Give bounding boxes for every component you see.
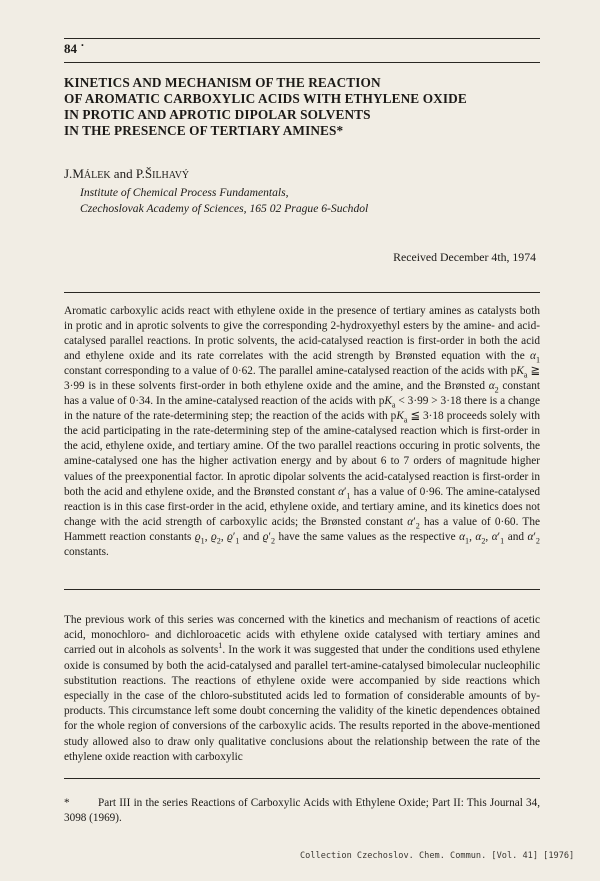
subscript: 2 xyxy=(216,535,221,545)
abstract-paragraph xyxy=(64,304,540,560)
subscript: 2 xyxy=(481,535,486,545)
subscript: a xyxy=(403,415,408,425)
symbol-alpha: α xyxy=(488,380,495,393)
author-2-surname-rest: ILHAVÝ xyxy=(152,170,190,181)
abstract-text: and xyxy=(239,530,263,543)
symbol-prime: ′ xyxy=(533,530,536,543)
subscript: 2 xyxy=(270,535,275,545)
abstract-text: ≦ 3·18 proceeds solely with the acid participating in the rate-determining step of the amine-catalysed reaction which is first-order in the acid, ethylene oxide, and tertiary amine. Of the two parallel reactions occuring in protic solvents, the amine-catalysed one has the higher activation energy and by about 6 to 7 orders of magnitude higher values of the preexponential factor. In aprotic dipolar solvents the acid-catalysed reaction is first-order in both the acid and ethylene oxide, and the Brønsted constant xyxy=(64,410,540,498)
journal-footer: Collection Czechoslov. Chem. Commun. [Vol. 41] [1976] xyxy=(300,851,575,861)
symbol-alpha: α xyxy=(527,530,534,543)
abstract-bottom-rule xyxy=(64,589,540,590)
page-number: 84 ˙ xyxy=(64,41,85,56)
symbol-k: K xyxy=(516,365,524,378)
abstract-text: , xyxy=(204,530,212,543)
abstract-text: , xyxy=(220,530,228,543)
title-line-3: IN PROTIC AND APROTIC DIPOLAR SOLVENTS xyxy=(64,107,371,122)
symbol-k: K xyxy=(384,395,392,408)
abstract-text: Aromatic carboxylic acids react with ethylene oxide in the presence of tertiary amines as catalysts both in protic and in aprotic solvents to give the corresponding 2-hydroxyethyl esters by the amine- and acid-catalysed parallel reactions. In protic solvents, the acid-catalysed reaction is first-order in both the acid and ethylene oxide and its rate correlates with the acid strength by Brønsted equation with the xyxy=(64,305,540,363)
subscript: a xyxy=(523,370,528,380)
subscript: 2 xyxy=(415,520,420,530)
symbol-alpha: α xyxy=(530,350,536,363)
subscript: 1 xyxy=(346,490,351,500)
affiliation xyxy=(80,185,368,217)
symbol-prime: ′ xyxy=(497,530,501,543)
symbol-alpha: α xyxy=(407,515,414,528)
symbol-prime: ′ xyxy=(268,530,271,543)
authors xyxy=(64,166,189,182)
body-text-part: . In the work it was suggested that under the conditions used ethylene oxide is consumed by both the acid-catalysed and parallel tert-amine-catalysed bimolecular nucleophilic substitution reactions. The reactions of ethylene oxide were accompanied by side reactions which especially in the case of the chloro-substituted acids led to formation of considerable amounts of by-products. This circumstance left some doubt concerning the validity of the kinetic dependences obtained for the whole region of conversions of the carboxylic acids. The results reported in the above-mentioned study allowed also to draw only qualitative conclusions about the relationship between the rate of the ethylene oxide reaction with carboxylic xyxy=(64,644,541,763)
symbol-rho: ϱ xyxy=(262,530,269,543)
author-1-surname-first: M xyxy=(72,166,84,181)
footnote-rule xyxy=(64,778,540,779)
subscript: 1 xyxy=(465,535,470,545)
abstract-text-end: constants. xyxy=(64,545,109,558)
abstract-text: , xyxy=(469,530,476,543)
subscript: 2 xyxy=(535,535,540,545)
author-1-surname-rest: ÁLEK xyxy=(83,170,111,181)
abstract xyxy=(64,304,540,560)
symbol-prime: ′ xyxy=(413,515,416,528)
body-paragraph xyxy=(64,613,540,765)
reference-marker: 1 xyxy=(218,641,223,651)
affiliation-line-1: Institute of Chemical Process Fundamentals, xyxy=(80,186,289,199)
abstract-text: constant corresponding to a value of 0·62. The parallel amine-catalysed reaction of the acids with p xyxy=(64,365,517,378)
title-line-1: KINETICS AND MECHANISM OF THE REACTION xyxy=(64,75,381,90)
symbol-prime: ′ xyxy=(344,485,347,498)
symbol-alpha: α xyxy=(338,485,344,498)
title-line-2: OF AROMATIC CARBOXYLIC ACIDS WITH ETHYLENE OXIDE xyxy=(64,91,467,106)
symbol-alpha: α xyxy=(459,530,466,543)
subscript: 2 xyxy=(494,385,499,395)
subscript: 1 xyxy=(200,535,205,545)
subscript: 1 xyxy=(235,535,240,545)
abstract-text: < 3·99 > 3·18 there is a change in the nature of the rate-determining step; the reaction of the acids with p xyxy=(64,395,540,423)
abstract-text: has a value of 0·96. The amine-catalysed reaction is in this case first-order in the acid, ethylene oxide, and tertiary amine, and its kinetics does not change with the acid strength of carboxylic acids; the Brønsted constant xyxy=(64,485,540,528)
subscript: a xyxy=(391,400,396,410)
abstract-text: and xyxy=(504,530,528,543)
footnote-mark: * xyxy=(64,797,70,809)
affiliation-line-2: Czechoslovak Academy of Sciences, 165 02 Prague 6-Suchdol xyxy=(80,202,369,215)
body-text-part: The previous work of this series was concerned with the kinetics and mechanism of reactions of acetic acid, monochloro- and dichloroacetic acids with ethylene oxide catalysed with tertiary amines and carried out in alcohols as solvents xyxy=(64,614,540,657)
abstract-text: constant has a value of 0·34. In the amine-catalysed reaction of the acids with p xyxy=(64,380,540,408)
footnote-text: Part III in the series Reactions of Carboxylic Acids with Ethylene Oxide; Part II: This Journal 34, 3098 (1969). xyxy=(64,797,540,824)
body-text xyxy=(64,613,540,765)
header-rule xyxy=(64,38,540,39)
symbol-alpha: α xyxy=(491,530,498,543)
abstract-text: has a value of 0·60. The Hammett reaction constants xyxy=(64,515,540,543)
abstract-top-rule xyxy=(64,292,540,293)
footnote xyxy=(64,796,540,826)
received-date: Received December 4th, 1974 xyxy=(393,250,536,264)
article-title xyxy=(64,75,544,139)
abstract-text: , xyxy=(485,530,492,543)
abstract-text: have the same values as the respective xyxy=(275,530,460,543)
title-line-4: IN THE PRESENCE OF TERTIARY AMINES* xyxy=(64,123,344,138)
symbol-rho: ϱ xyxy=(211,530,217,543)
header-rule-lower xyxy=(64,62,540,63)
subscript: 1 xyxy=(500,535,505,545)
author-2-initial: P. xyxy=(135,166,145,181)
symbol-rho: ϱ xyxy=(227,530,233,543)
author-conjunction: and xyxy=(110,166,136,181)
symbol-alpha: α xyxy=(475,530,482,543)
symbol-rho: ϱ xyxy=(194,530,201,543)
abstract-text: ≧ 3·99 is in these solvents first-order in both ethylene oxide and the amine, and the Brønsted xyxy=(64,365,540,393)
symbol-k: K xyxy=(396,410,404,423)
author-1-initial: J. xyxy=(64,166,73,181)
subscript: 1 xyxy=(535,355,540,365)
author-2-surname-first: Š xyxy=(144,166,153,181)
symbol-prime: ′ xyxy=(232,530,236,543)
